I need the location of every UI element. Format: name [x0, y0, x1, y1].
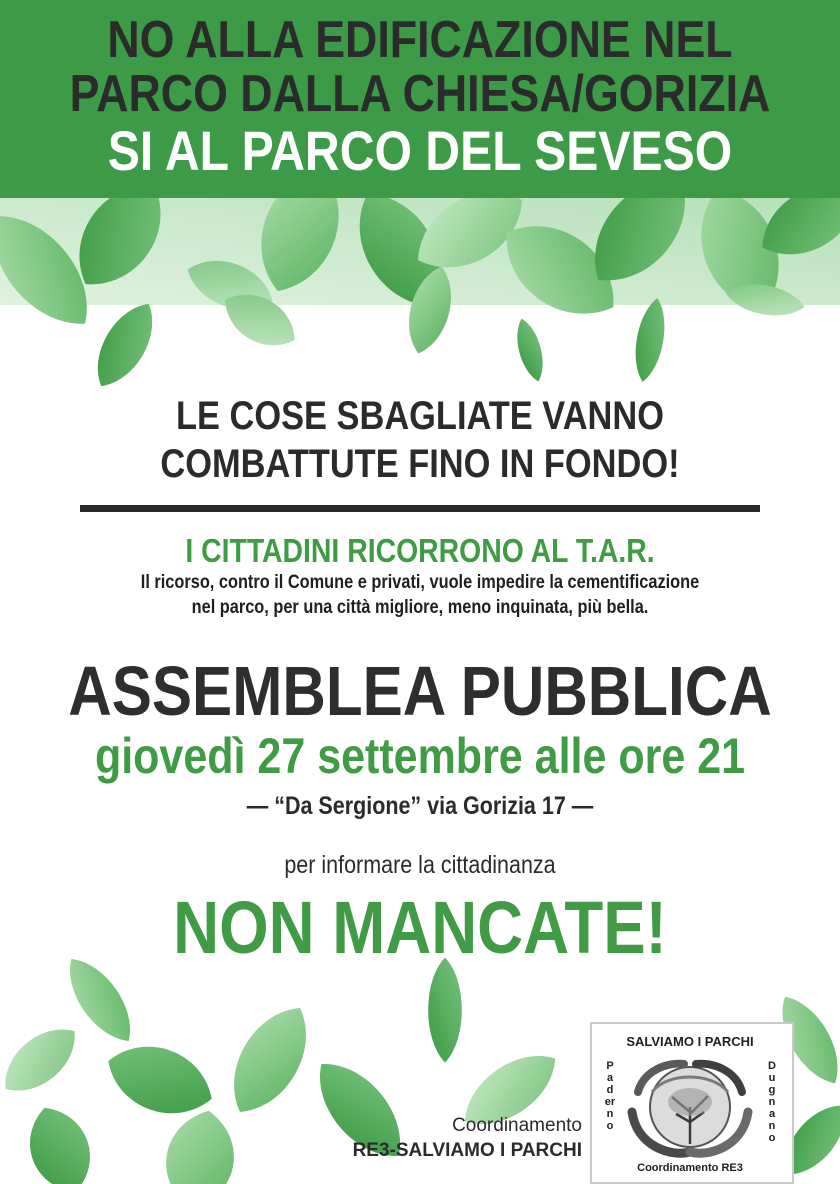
slogan-line-1: LE COSE SBAGLIATE VANNO	[175, 394, 664, 438]
event-location: — “Da Sergione” via Gorizia 17 —	[246, 792, 594, 820]
slogan-line-2: COMBATTUTE FINO IN FONDO!	[160, 442, 680, 486]
organizer-name: RE3-SALVIAMO I PARCHI	[352, 1140, 582, 1161]
tar-title: I CITTADINI RICORRONO AL T.A.R.	[185, 532, 655, 569]
call-to-action: NON MANCATE!	[173, 886, 667, 969]
logo-title: SALVIAMO I PARCHI	[626, 1034, 754, 1049]
event-purpose: per informare la cittadinanza	[284, 851, 556, 879]
headline-line-2: PARCO DALLA CHIESA/GORIZIA	[69, 65, 771, 123]
tar-description-line-1: Il ricorso, contro il Comune e privati, vuole impedire la cementificazione	[140, 572, 700, 593]
headline-line-3: SI AL PARCO DEL SEVESO	[107, 119, 733, 182]
headline-line-1: NO ALLA EDIFICAZIONE NEL	[107, 11, 733, 69]
event-title: ASSEMBLEA PUBBLICA	[68, 652, 772, 730]
divider-rule	[80, 505, 760, 512]
logo-subtitle: Coordinamento RE3	[637, 1162, 743, 1174]
globe-hands-icon	[592, 1052, 788, 1162]
tar-description-line-2: nel parco, per una città migliore, meno inquinata, più bella.	[191, 597, 649, 618]
logo-right-vertical-text: Dugnano	[768, 1060, 776, 1144]
organizer-logo	[590, 1022, 794, 1184]
logo-left-vertical-text: Paderno	[604, 1060, 616, 1132]
organizer-label: Coordinamento	[452, 1115, 582, 1136]
event-date: giovedì 27 settembre alle ore 21	[94, 728, 746, 784]
